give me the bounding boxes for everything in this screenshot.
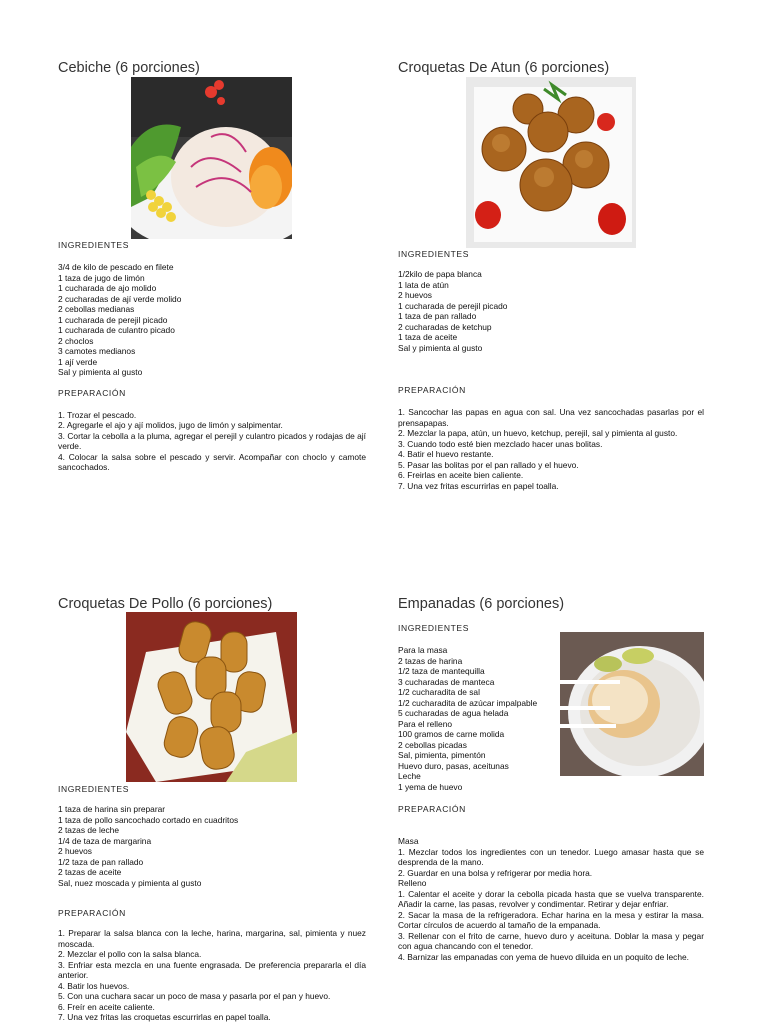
list-item: 2. Agregarle el ajo y ají molidos, jugo de limón y salpimentar. xyxy=(58,420,283,430)
list-item: 1 taza de pollo sancochado cortado en cuadritos xyxy=(58,814,239,825)
list-item: 2 cebollas picadas xyxy=(398,739,467,750)
list-item: 1 ají verde xyxy=(58,356,98,367)
list-item: 3. Rellenar con el frito de carne, huevo duro y aceituna. Doblar la masa y pegar con agua chancando con el tenedor. xyxy=(398,930,704,951)
list-item: 2 cucharadas de ají verde molido xyxy=(58,293,182,304)
croquetas-pollo-photo xyxy=(126,612,297,782)
list-item: 2 tazas de leche xyxy=(58,825,119,835)
recipe-empanadas xyxy=(398,596,718,612)
ingredients-list xyxy=(58,262,366,378)
ingredients-list xyxy=(58,804,366,888)
list-item: Sal y pimienta al gusto xyxy=(58,367,143,377)
steps-list xyxy=(398,836,704,962)
ingredients-heading: INGREDIENTES xyxy=(398,623,469,633)
ingredients-list xyxy=(398,269,704,353)
steps-list xyxy=(58,410,366,473)
list-item: 1 cucharada de culantro picado xyxy=(58,325,175,335)
list-item: 2. Mezclar la papa, atún, un huevo, ketchup, perejil, sal y pimienta al gusto. xyxy=(398,428,678,438)
recipe-title: Empanadas (6 porciones) xyxy=(398,596,565,612)
cebiche-photo xyxy=(131,77,292,239)
recipe-cebiche xyxy=(58,60,368,76)
empanadas-body xyxy=(398,623,704,962)
list-item: Sal, pimienta, pimentón xyxy=(398,750,486,760)
list-item: 5 cucharadas de agua helada xyxy=(398,708,509,718)
list-item: 7. Una vez fritas escurrirlas en papel toalla. xyxy=(398,480,559,491)
list-item: Masa xyxy=(398,836,419,846)
list-item: 4. Batir el huevo restante. xyxy=(398,449,494,459)
list-item: 2 cucharadas de ketchup xyxy=(398,321,492,332)
croquetas-atun-photo xyxy=(466,77,636,248)
recipe-title: Croquetas De Pollo (6 porciones) xyxy=(58,596,273,612)
croquetas-pollo-body xyxy=(58,784,366,1023)
list-item: 1 taza de jugo de limón xyxy=(58,272,145,283)
list-item: 3 cucharadas de manteca xyxy=(398,676,495,687)
list-item: 1 taza de aceite xyxy=(398,332,458,342)
list-item: 1. Trozar el pescado. xyxy=(58,409,137,420)
preparation-heading: PREPARACIÓN xyxy=(58,387,126,398)
list-item: 3. Cuando todo esté bien mezclado hacer unas bolitas. xyxy=(398,438,603,449)
recipe-croquetas-pollo xyxy=(58,596,378,612)
list-item: Sal y pimienta al gusto xyxy=(398,342,483,353)
list-item: 2. Sacar la masa de la refrigeradora. Echar harina en la mesa y estirar la masa. Cortar círculos de acuerdo al tamaño de la empanada. xyxy=(398,909,704,930)
list-item: 3. Cortar la cebolla a la pluma, agregar el perejil y culantro picados y rodajas de ají verde. xyxy=(58,430,366,451)
list-item: 6. Freirlas en aceite bien caliente. xyxy=(398,470,524,480)
ingredients-heading: INGREDIENTES xyxy=(398,249,469,259)
ingredients-heading: INGREDIENTES xyxy=(58,240,129,250)
ingredients-heading: INGREDIENTES xyxy=(58,784,129,794)
cebiche-body xyxy=(58,240,366,473)
list-item: 1. Sancochar las papas en agua con sal. Una vez sancochadas pasarlas por el prensapapas. xyxy=(398,407,704,428)
list-item: 2 tazas de harina xyxy=(398,655,463,666)
list-item: Para la masa xyxy=(398,645,448,655)
croquetas-atun-body xyxy=(398,249,704,491)
list-item: 2. Mezclar el pollo con la salsa blanca. xyxy=(58,949,202,959)
steps-list xyxy=(398,407,704,491)
preparation-heading: PREPARACIÓN xyxy=(398,804,466,814)
list-item: 4. Batir los huevos. xyxy=(58,980,130,991)
list-item: 2 huevos xyxy=(58,846,92,856)
list-item: 1/2 taza de mantequilla xyxy=(398,666,485,676)
list-item: 2. Guardar en una bolsa y refrigerar por media hora. xyxy=(398,867,593,878)
list-item: 1. Preparar la salsa blanca con la leche, harina, margarina, sal, pimienta y nuez moscada. xyxy=(58,928,366,949)
list-item: 1. Mezclar todos los ingredientes con un tenedor. Luego amasar hasta que se desprenda de la mano. xyxy=(398,846,704,867)
list-item: 1/2 cucharadita de sal xyxy=(398,687,480,697)
list-item: 4. Colocar la salsa sobre el pescado y servir. Acompañar con choclo y camote sancochados. xyxy=(58,451,366,472)
list-item: 1 lata de atún xyxy=(398,279,449,290)
recipe-title: Cebiche (6 porciones) xyxy=(58,60,200,76)
list-item: 2 huevos xyxy=(398,290,432,300)
list-item: 5. Pasar las bolitas por el pan rallado y el huevo. xyxy=(398,459,579,470)
preparation-heading: PREPARACIÓN xyxy=(58,908,126,918)
list-item: 1/4 de taza de margarina xyxy=(58,835,152,846)
list-item: 6. Freír en aceite caliente. xyxy=(58,1001,155,1012)
list-item: Leche xyxy=(398,771,421,781)
recipe-title: Croquetas De Atun (6 porciones) xyxy=(398,60,610,76)
list-item: 2 tazas de aceite xyxy=(58,867,122,877)
list-item: 1 taza de harina sin preparar xyxy=(58,804,166,814)
list-item: 1 yema de huevo xyxy=(398,781,463,792)
list-item: 3. Enfriar esta mezcla en una fuente engrasada. De preferencia prepararla el día anterior. xyxy=(58,959,366,980)
list-item: 1/2kilo de papa blanca xyxy=(398,269,482,279)
list-item: 3/4 de kilo de pescado en filete xyxy=(58,262,174,272)
list-item: Para el relleno xyxy=(398,718,453,729)
list-item: 1 cucharada de perejil picado xyxy=(398,300,508,311)
list-item: 4. Barnizar las empanadas con yema de huevo diluida en un poquito de leche. xyxy=(398,951,689,962)
list-item: 1 taza de pan rallado xyxy=(398,311,477,321)
list-item: 3 camotes medianos xyxy=(58,346,136,356)
list-item: 5. Con una cuchara sacar un poco de masa y pasarla por el pan y huevo. xyxy=(58,991,331,1001)
list-item: 2 choclos xyxy=(58,335,94,346)
list-item: Huevo duro, pasas, aceitunas xyxy=(398,760,509,771)
recipe-croquetas-atun xyxy=(398,60,718,76)
list-item: 1. Calentar el aceite y dorar la cebolla picada hasta que se vuelva transparente. Añadir la carne, las pasas, revolver y condimentar. Retirar y dejar enfriar. xyxy=(398,888,704,909)
list-item: Sal, nuez moscada y pimienta al gusto xyxy=(58,877,202,888)
list-item: 1 cucharada de ajo molido xyxy=(58,283,157,293)
list-item: 1 cucharada de perejil picado xyxy=(58,314,168,325)
list-item: 1/2 taza de pan rallado xyxy=(58,856,144,867)
ingredients-list xyxy=(398,645,704,792)
list-item: 100 gramos de carne molida xyxy=(398,729,505,739)
steps-list xyxy=(58,928,366,1023)
list-item: 1/2 cucharadita de azúcar impalpable xyxy=(398,697,538,708)
list-item: Relleno xyxy=(398,878,427,888)
preparation-heading: PREPARACIÓN xyxy=(398,385,466,395)
list-item: 7. Una vez fritas las croquetas escurrirlas en papel toalla. xyxy=(58,1012,271,1022)
list-item: 2 cebollas medianas xyxy=(58,304,135,314)
